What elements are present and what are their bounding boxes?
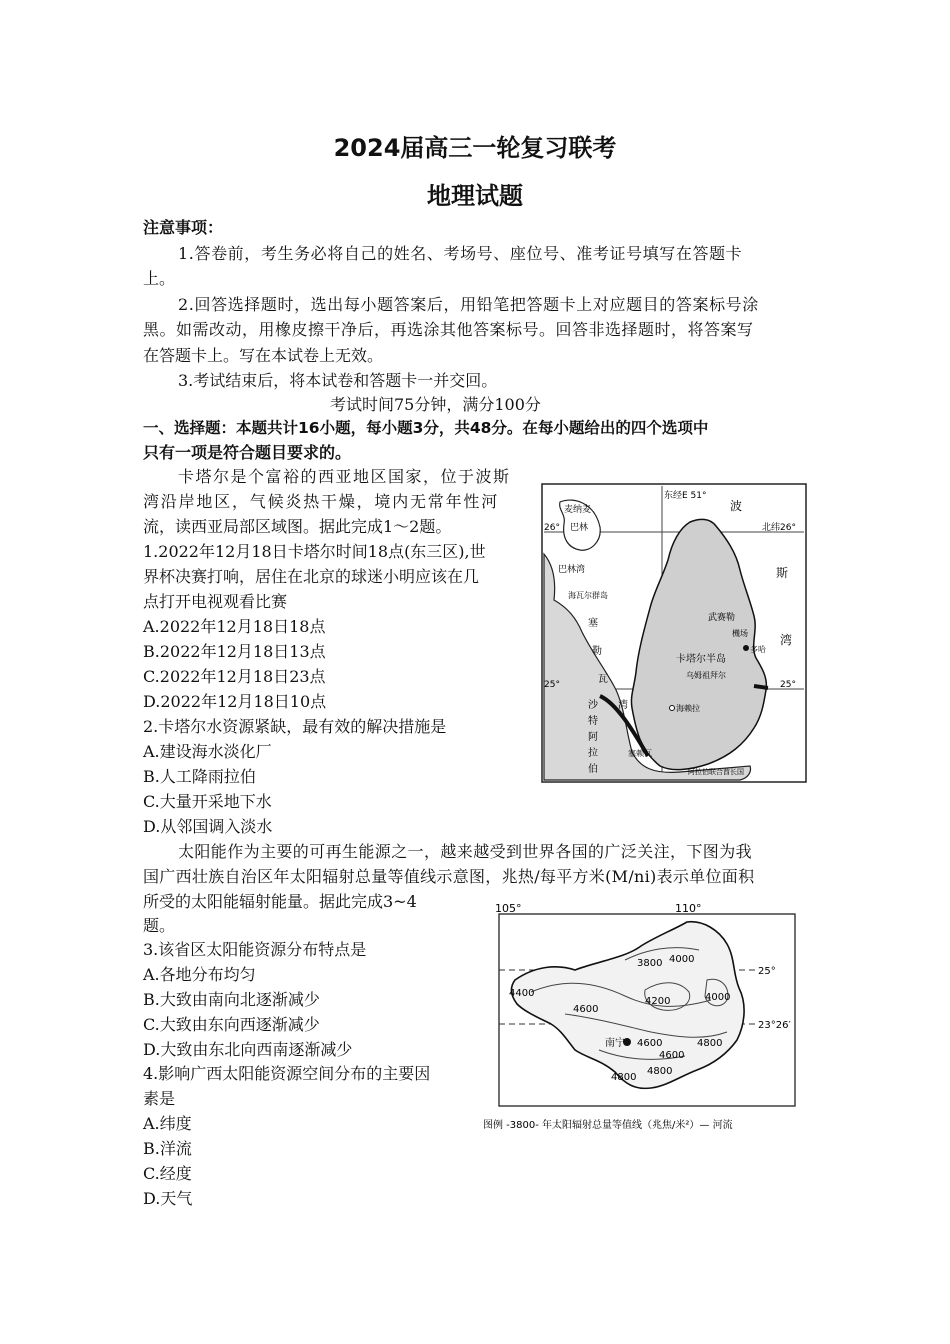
page-subtitle: 地理试题 xyxy=(427,182,523,210)
map2-c4800b: 4800 xyxy=(647,1066,673,1077)
map1-salwa-3: 瓦 xyxy=(598,674,608,685)
map1-airport: 機场 xyxy=(732,629,748,638)
map1-hofuf: 海赖拉 xyxy=(676,704,700,713)
map2-c4000b: 4000 xyxy=(705,992,731,1003)
q1-stem-c: 点打开电视观看比赛 xyxy=(143,592,288,611)
q1-option-c: C.2022年12月18日23点 xyxy=(143,667,326,686)
q4-stem-a: 4.影响广西太阳能资源空间分布的主要因 xyxy=(143,1064,431,1083)
map2-nanning: 南宁 xyxy=(605,1038,625,1049)
map1-salwa-1: 塞 xyxy=(588,618,598,629)
passage2-line-2: 国广西壮族自治区年太阳辐射总量等值线示意图，兆热/每平方米(M/ni)表示单位面积 xyxy=(143,867,755,886)
q3-option-c: C.大致由东向西逐渐减少 xyxy=(143,1015,320,1034)
q4-stem-b: 素是 xyxy=(143,1089,176,1108)
map1-salwa-2: 勒 xyxy=(592,646,602,657)
notice-item-2b: 黑。如需改动，用橡皮擦干净后，再选涂其他答案标号。回答非选择题时，将答案写 xyxy=(143,320,754,339)
passage2-line-3: 所受的太阳能辐射能量。据此完成3~4 xyxy=(143,892,417,911)
q1-stem-b: 界杯决赛打响，居住在北京的球迷小明应该在几 xyxy=(143,567,480,586)
map2-legend: 图例 -3800- 年太阳辐射总量等值线（兆焦/米²）— 河流 xyxy=(483,1120,733,1131)
exam-time: 考试时间75分钟，满分100分 xyxy=(330,395,541,414)
map1-lat25-left: 25° xyxy=(544,680,560,690)
passage1-line-2: 湾沿岸地区，气候炎热干燥，境内无常年性河 xyxy=(143,492,500,511)
q2-option-c: C.大量开采地下水 xyxy=(143,792,272,811)
map1-lat25-right: 25° xyxy=(780,680,796,690)
passage1-line-3: 流，读西亚局部区域图。据此完成1～2题。 xyxy=(143,517,452,536)
map1-meridian-label: 东经E 51° xyxy=(664,491,707,501)
map1-saudi-5: 伯 xyxy=(588,764,598,775)
q3-option-b: B.大致由南向北逐渐减少 xyxy=(143,990,320,1009)
map1-saudi-3: 阿 xyxy=(588,732,598,743)
map1-umm-label: 乌姆祖拜尔 xyxy=(686,671,726,680)
map2-c4000a: 4000 xyxy=(669,954,695,965)
map1-lat26-left: 26° xyxy=(544,523,560,533)
q4-option-d: D.天气 xyxy=(143,1189,193,1208)
section1-heading-a: 一、选择题：本题共计16小题，每小题3分，共48分。在每小题给出的四个选项中 xyxy=(143,419,709,437)
map1-gulf-si: 斯 xyxy=(776,566,789,580)
map2-c4200: 4200 xyxy=(645,996,671,1007)
notice-item-2c: 在答题卡上。写在本试卷上无效。 xyxy=(143,346,384,365)
q1-option-b: B.2022年12月18日13点 xyxy=(143,642,326,661)
map2-c4600c: 4600 xyxy=(659,1050,685,1061)
map1-lat26-right: 北纬26° xyxy=(762,523,796,533)
map2-c4600a: 4600 xyxy=(573,1004,599,1015)
passage1-line-1: 卡塔尔是个富裕的西亚地区国家，位于波斯 xyxy=(178,467,511,486)
passage2-line-1: 太阳能作为主要的可再生能源之一，越来越受到世界各国的广泛关注，下图为我 xyxy=(178,842,753,861)
q2-stem: 2.卡塔尔水资源紧缺，最有效的解决措施是 xyxy=(143,717,447,736)
q4-option-a: A.纬度 xyxy=(143,1114,192,1133)
guangxi-map xyxy=(475,900,810,1140)
map2-lat25: 25° xyxy=(758,966,776,977)
map1-gulf-bo: 波 xyxy=(730,499,743,513)
passage2-line-4: 题。 xyxy=(143,916,176,935)
map1-saudi-4: 拉 xyxy=(588,748,598,759)
map1-khor: 武赛勒 xyxy=(708,613,736,623)
q1-option-a: A.2022年12月18日18点 xyxy=(143,617,326,636)
map1-manama: 麦纳麦 xyxy=(564,505,592,515)
q1-stem-a: 1.2022年12月18日卡塔尔时间18点(东三区),世 xyxy=(143,542,486,561)
map1-hawar: 海瓦尔群岛 xyxy=(568,591,608,600)
map2-c4800a: 4800 xyxy=(697,1038,723,1049)
doha-dot xyxy=(743,645,749,651)
section1-heading-b: 只有一项是符合题目要求的。 xyxy=(143,443,352,462)
notice-item-1a: 1.答卷前，考生务必将自己的姓名、考场号、座位号、准考证号填写在答题卡 xyxy=(178,244,743,263)
notice-heading: 注意事项： xyxy=(143,218,224,237)
map2-lon105: 105° xyxy=(495,902,522,915)
map2-lon110: 110° xyxy=(675,902,702,915)
notice-item-2a: 2.回答选择题时，选出每小题答案后，用铅笔把答题卡上对应题目的答案标号涂 xyxy=(178,295,759,314)
map1-doha: 多哈 xyxy=(750,645,766,654)
q3-option-d: D.大致由东北向西南逐渐减少 xyxy=(143,1040,353,1059)
east-coast-strip xyxy=(754,686,768,688)
map1-bahrain-gulf: 巴林湾 xyxy=(558,565,586,575)
q2-option-d: D.从邻国调入淡水 xyxy=(143,817,273,836)
page-title: 2024届高三一轮复习联考 xyxy=(333,134,617,162)
notice-item-3: 3.考试结束后，将本试卷和答题卡一并交回。 xyxy=(178,371,498,390)
notice-item-1b: 上。 xyxy=(143,269,176,288)
map2-c4600b: 4600 xyxy=(637,1038,663,1049)
map1-uae: 阿拉伯联合酋长国 xyxy=(688,768,744,776)
map1-saudi-2: 特 xyxy=(588,716,598,727)
q1-option-d: D.2022年12月18日10点 xyxy=(143,692,327,711)
qatar-map xyxy=(540,482,808,784)
map1-peninsula-label: 卡塔尔半岛 xyxy=(676,654,726,665)
map2-lat2326: 23°26′ xyxy=(758,1020,791,1031)
q3-stem: 3.该省区太阳能资源分布特点是 xyxy=(143,940,367,959)
map1-salwa-town: 塞赖瓦 xyxy=(628,749,652,758)
hofuf-dot xyxy=(670,706,675,711)
q3-option-a: A.各地分布均匀 xyxy=(143,965,256,984)
q4-option-c: C.经度 xyxy=(143,1164,192,1183)
map2-c4800c: 4800 xyxy=(611,1072,637,1083)
map1-bahrain: 巴林 xyxy=(570,523,589,533)
map1-saudi-1: 沙 xyxy=(588,700,598,711)
q2-option-a: A.建设海水淡化厂 xyxy=(143,742,272,761)
map1-gulf-wan: 湾 xyxy=(780,633,793,647)
map2-c4400: 4400 xyxy=(509,988,535,999)
q4-option-b: B.洋流 xyxy=(143,1139,192,1158)
q2-option-b: B.人工降雨拉伯 xyxy=(143,767,256,786)
map1-salwa-4: 湾 xyxy=(618,700,628,711)
map2-c3800: 3800 xyxy=(637,958,663,969)
